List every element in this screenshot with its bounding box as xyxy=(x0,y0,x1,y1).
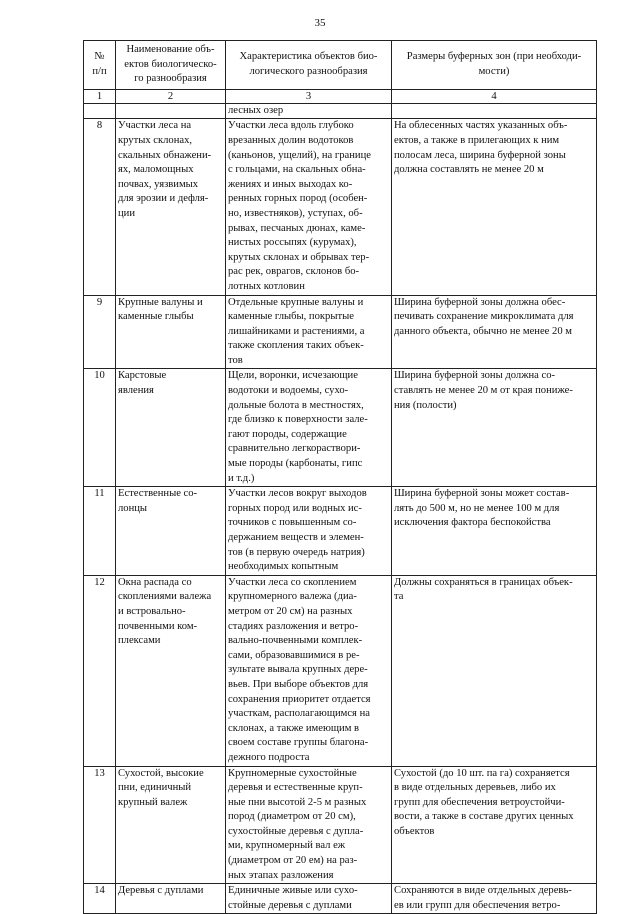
row-number: 12 xyxy=(84,575,116,766)
object-name: Деревья с дуплами xyxy=(116,884,226,914)
object-characteristic: Отдельные крупные валуны и каменные глыбы, покрытые лишайниками и растениями, а также скопления таких объек- тов xyxy=(226,295,392,369)
continuation-row xyxy=(84,103,597,119)
header-buffer-size: Размеры буферных зон (при необходи- мости) xyxy=(392,41,597,90)
object-characteristic: Участки леса со скоплением крупномерного валежа (диа- метром от 20 см) на разных стадиях разложения и ветро- вально-почвенными комплек- сами, образовавшимися в ре- зультате вывала крупных дере- вьев. При выборе объектов для сохранения приоритет отдается участкам, располагающимся на склонах, а также имеющим в своем составе группы благона- дежного подроста xyxy=(226,575,392,766)
column-index: 1 xyxy=(84,89,116,103)
header-characteristic: Характеристика объектов био- логического разнообразия xyxy=(226,41,392,90)
object-name: Естественные со- лонцы xyxy=(116,487,226,576)
header-row xyxy=(84,41,597,90)
buffer-zone-size: На облесенных частях указанных объ- ектов, а также в прилегающих к ним полосам леса, ширина буферной зоны должна составлять не менее 20 м xyxy=(392,119,597,295)
buffer-zone-size: Ширина буферной зоны может состав- лять до 500 м, но не менее 100 м для исключения фактора беспокойства xyxy=(392,487,597,576)
buffer-zone-size: Должны сохраняться в границах объек- та xyxy=(392,575,597,766)
object-name: Участки леса на крутых склонах, скальных обнажени- ях, маломощных почвах, уязвимых для эрозии и дефля- ции xyxy=(116,119,226,295)
row-number: 10 xyxy=(84,369,116,487)
table-row xyxy=(84,119,597,295)
buffer-zone-size: Сохраняются в виде отдельных деревь- ев или групп для обеспечения ветро- xyxy=(392,884,597,914)
object-name: Окна распада со скоплениями валежа и встровально- почвенными ком- плексами xyxy=(116,575,226,766)
row-number: 8 xyxy=(84,119,116,295)
buffer-zone-size: Ширина буферной зоны должна со- ставлять не менее 20 м от края пониже- ния (полости) xyxy=(392,369,597,487)
row-number: 13 xyxy=(84,766,116,884)
object-characteristic: Участки леса вдоль глубоко врезанных долин водотоков (каньонов, ущелий), на границе с гольцами, на скальных обна- жениях и иных выходах ко- ренных горных пород (особен- но, известняков), уступах, об- рывах, песчаных дюнах, каме- нистых россыпях (курумах), крутых склонах и обрывах тер- рас рек, оврагов, склонов бо- лотных котловин xyxy=(226,119,392,295)
row-number: 14 xyxy=(84,884,116,914)
table-row xyxy=(84,575,597,766)
table-row xyxy=(84,295,597,369)
object-name: Сухостой, высокие пни, единичный крупный валеж xyxy=(116,766,226,884)
column-index: 2 xyxy=(116,89,226,103)
page-number: 35 xyxy=(314,17,326,29)
continuation-text: лесных озер xyxy=(226,103,392,119)
buffer-zone-size: Сухостой (до 10 шт. па га) сохраняется в виде отдельных деревьев, либо их групп для обеспечения ветроустойчи- вости, а также в составе других ценных объектов xyxy=(392,766,597,884)
object-characteristic: Единичные живые или сухо- стойные деревья с дуплами xyxy=(226,884,392,914)
row-number: 9 xyxy=(84,295,116,369)
header-num: № п/п xyxy=(84,41,116,90)
column-index: 3 xyxy=(226,89,392,103)
column-index-row xyxy=(84,89,597,103)
object-name: Крупные валуны и каменные глыбы xyxy=(116,295,226,369)
object-characteristic: Участки лесов вокруг выходов горных пород или водных ис- точников с повышенным со- держанием веществ и элемен- тов (в первую очередь натрия) необходимых копытным xyxy=(226,487,392,576)
biodiversity-table xyxy=(83,40,597,914)
object-characteristic: Щели, воронки, исчезающие водотоки и водоемы, сухо- дольные болота в местностях, где близко к поверхности зале- гают породы, содержащие сравнительно легкораствори- мые породы (карбонаты, гипс и т.д.) xyxy=(226,369,392,487)
column-index: 4 xyxy=(392,89,597,103)
object-name: Карстовые явления xyxy=(116,369,226,487)
header-object-name: Наименование объ- ектов биологическо- го разнообразия xyxy=(116,41,226,90)
row-number: 11 xyxy=(84,487,116,576)
table-row xyxy=(84,766,597,884)
object-characteristic: Крупномерные сухостойные деревья и естественные круп- ные пни высотой 2-5 м разных пород (диаметром от 20 см), сухостойные деревья с дупла- ми, крупномерный вал еж (диаметром от 20 ем) на раз- ных этапах разложения xyxy=(226,766,392,884)
table-row xyxy=(84,487,597,576)
table-row xyxy=(84,884,597,914)
buffer-zone-size: Ширина буферной зоны должна обес- печивать сохранение микроклимата для данного объекта, обычно не менее 20 м xyxy=(392,295,597,369)
table-row xyxy=(84,369,597,487)
